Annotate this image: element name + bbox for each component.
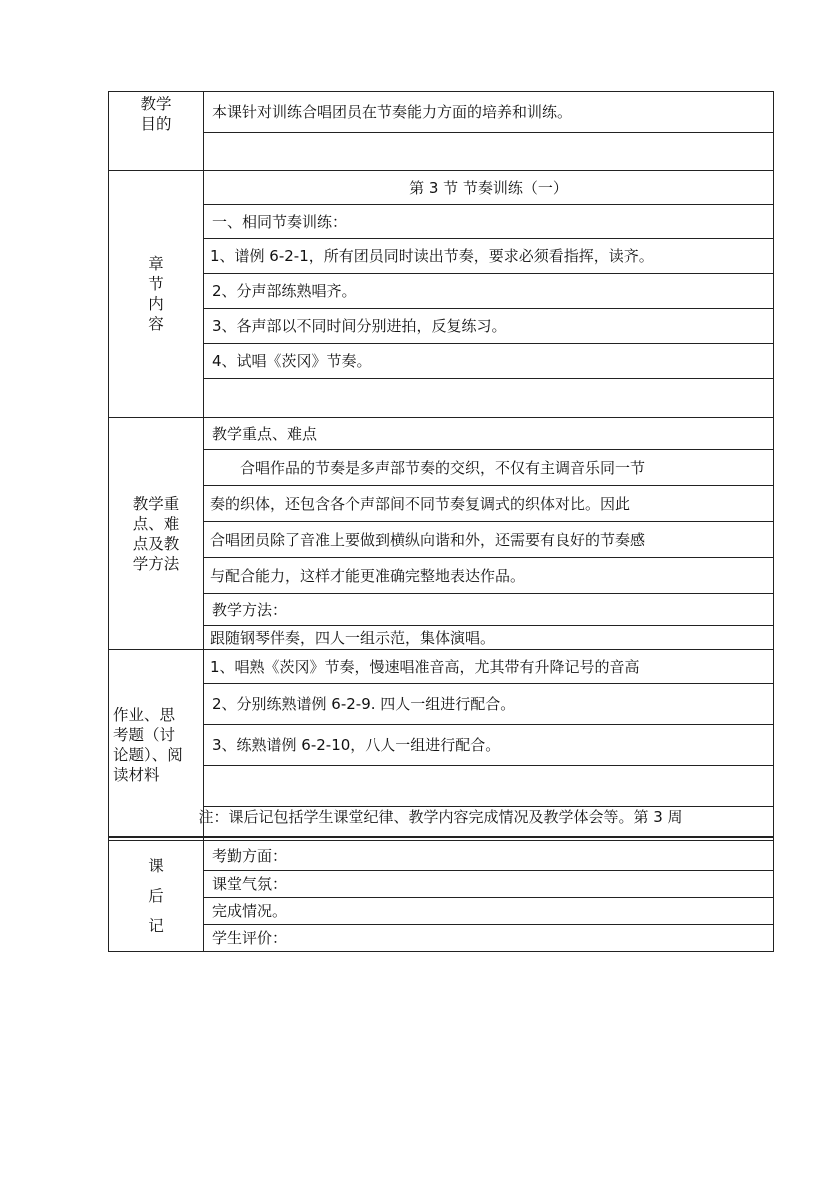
chapter-label-char: 节 xyxy=(148,275,164,293)
homework-item-3: 3、练熟谱例 6-2-10，八人一组进行配合。 xyxy=(204,725,774,766)
keypoints-label xyxy=(109,418,204,650)
chapter-subhead: 一、相同节奏训练： xyxy=(204,205,774,239)
chapter-blank xyxy=(204,379,774,418)
homework-item-2: 2、分别练熟谱例 6-2-9. 四人一组进行配合。 xyxy=(204,684,774,725)
keypoints-line-3: 合唱团员除了音准上要做到横纵向谐和外，还需要有良好的节奏感 xyxy=(204,522,774,558)
homework-label-line: 读材料 xyxy=(113,766,160,784)
keypoints-line-2: 奏的织体，还包含各个声部间不同节奏复调式的织体对比。因此 xyxy=(204,486,774,522)
homework-label-line: 作业、思 xyxy=(113,706,176,724)
afterclass-completion: 完成情况。 xyxy=(204,898,774,925)
homework-label-line: 论题）、阅 xyxy=(113,746,183,764)
objective-label-line2: 目的 xyxy=(140,115,172,133)
chapter-title-row xyxy=(109,171,774,205)
bottom-rule xyxy=(108,836,773,838)
chapter-label xyxy=(109,171,204,418)
chapter-label-char: 容 xyxy=(148,315,164,333)
chapter-label-char: 章 xyxy=(148,255,164,273)
afterclass-evaluation: 学生评价： xyxy=(204,925,774,952)
method-heading: 教学方法： xyxy=(204,594,774,626)
chapter-item-4: 4、试唱《茨冈》节奏。 xyxy=(204,344,774,379)
footnote: 注：课后记包括学生课堂纪律、教学内容完成情况及教学体会等。第 3 周 xyxy=(198,808,683,826)
afterclass-attendance: 考勤方面： xyxy=(204,841,774,871)
homework-blank-1 xyxy=(204,766,774,807)
keypoints-line-1: 合唱作品的节奏是多声部节奏的交织，不仅有主调音乐同一节 xyxy=(204,450,774,486)
chapter-label-char: 内 xyxy=(148,295,164,313)
afterclass-label-char: 后 xyxy=(148,887,164,905)
keypoints-label-line: 点及教 xyxy=(132,534,180,553)
objective-label xyxy=(109,92,204,171)
afterclass-label-char: 记 xyxy=(148,917,164,935)
keypoints-label-line: 学方法 xyxy=(132,554,180,573)
homework-label-line: 考题（讨 xyxy=(113,726,176,744)
keypoints-label-line: 教学重 xyxy=(132,494,180,513)
objective-label-line1: 教学 xyxy=(140,95,172,113)
afterclass-atmosphere: 课堂气氛： xyxy=(204,871,774,898)
afterclass-label xyxy=(109,841,204,952)
keypoints-line-4: 与配合能力，这样才能更准确完整地表达作品。 xyxy=(204,558,774,594)
chapter-item-2: 2、分声部练熟唱齐。 xyxy=(204,274,774,309)
objective-row xyxy=(109,92,774,133)
homework-item-1: 1、唱熟《茨冈》节奏，慢速唱准音高，尤其带有升降记号的音高 xyxy=(204,650,774,684)
method-text: 跟随钢琴伴奏，四人一组示范，集体演唱。 xyxy=(204,626,774,650)
objective-text: 本课针对训练合唱团员在节奏能力方面的培养和训练。 xyxy=(204,92,774,133)
afterclass-label-char: 课 xyxy=(148,857,164,875)
objective-blank xyxy=(204,133,774,171)
chapter-title: 第 3 节 节奏训练（一） xyxy=(204,171,774,205)
keypoints-label-line: 点、难 xyxy=(132,514,180,533)
chapter-item-3: 3、各声部以不同时间分别进拍，反复练习。 xyxy=(204,309,774,344)
chapter-item-1: 1、谱例 6-2-1，所有团员同时读出节奏，要求必须看指挥，读齐。 xyxy=(204,239,774,274)
keypoints-heading: 教学重点、难点 xyxy=(204,418,774,450)
